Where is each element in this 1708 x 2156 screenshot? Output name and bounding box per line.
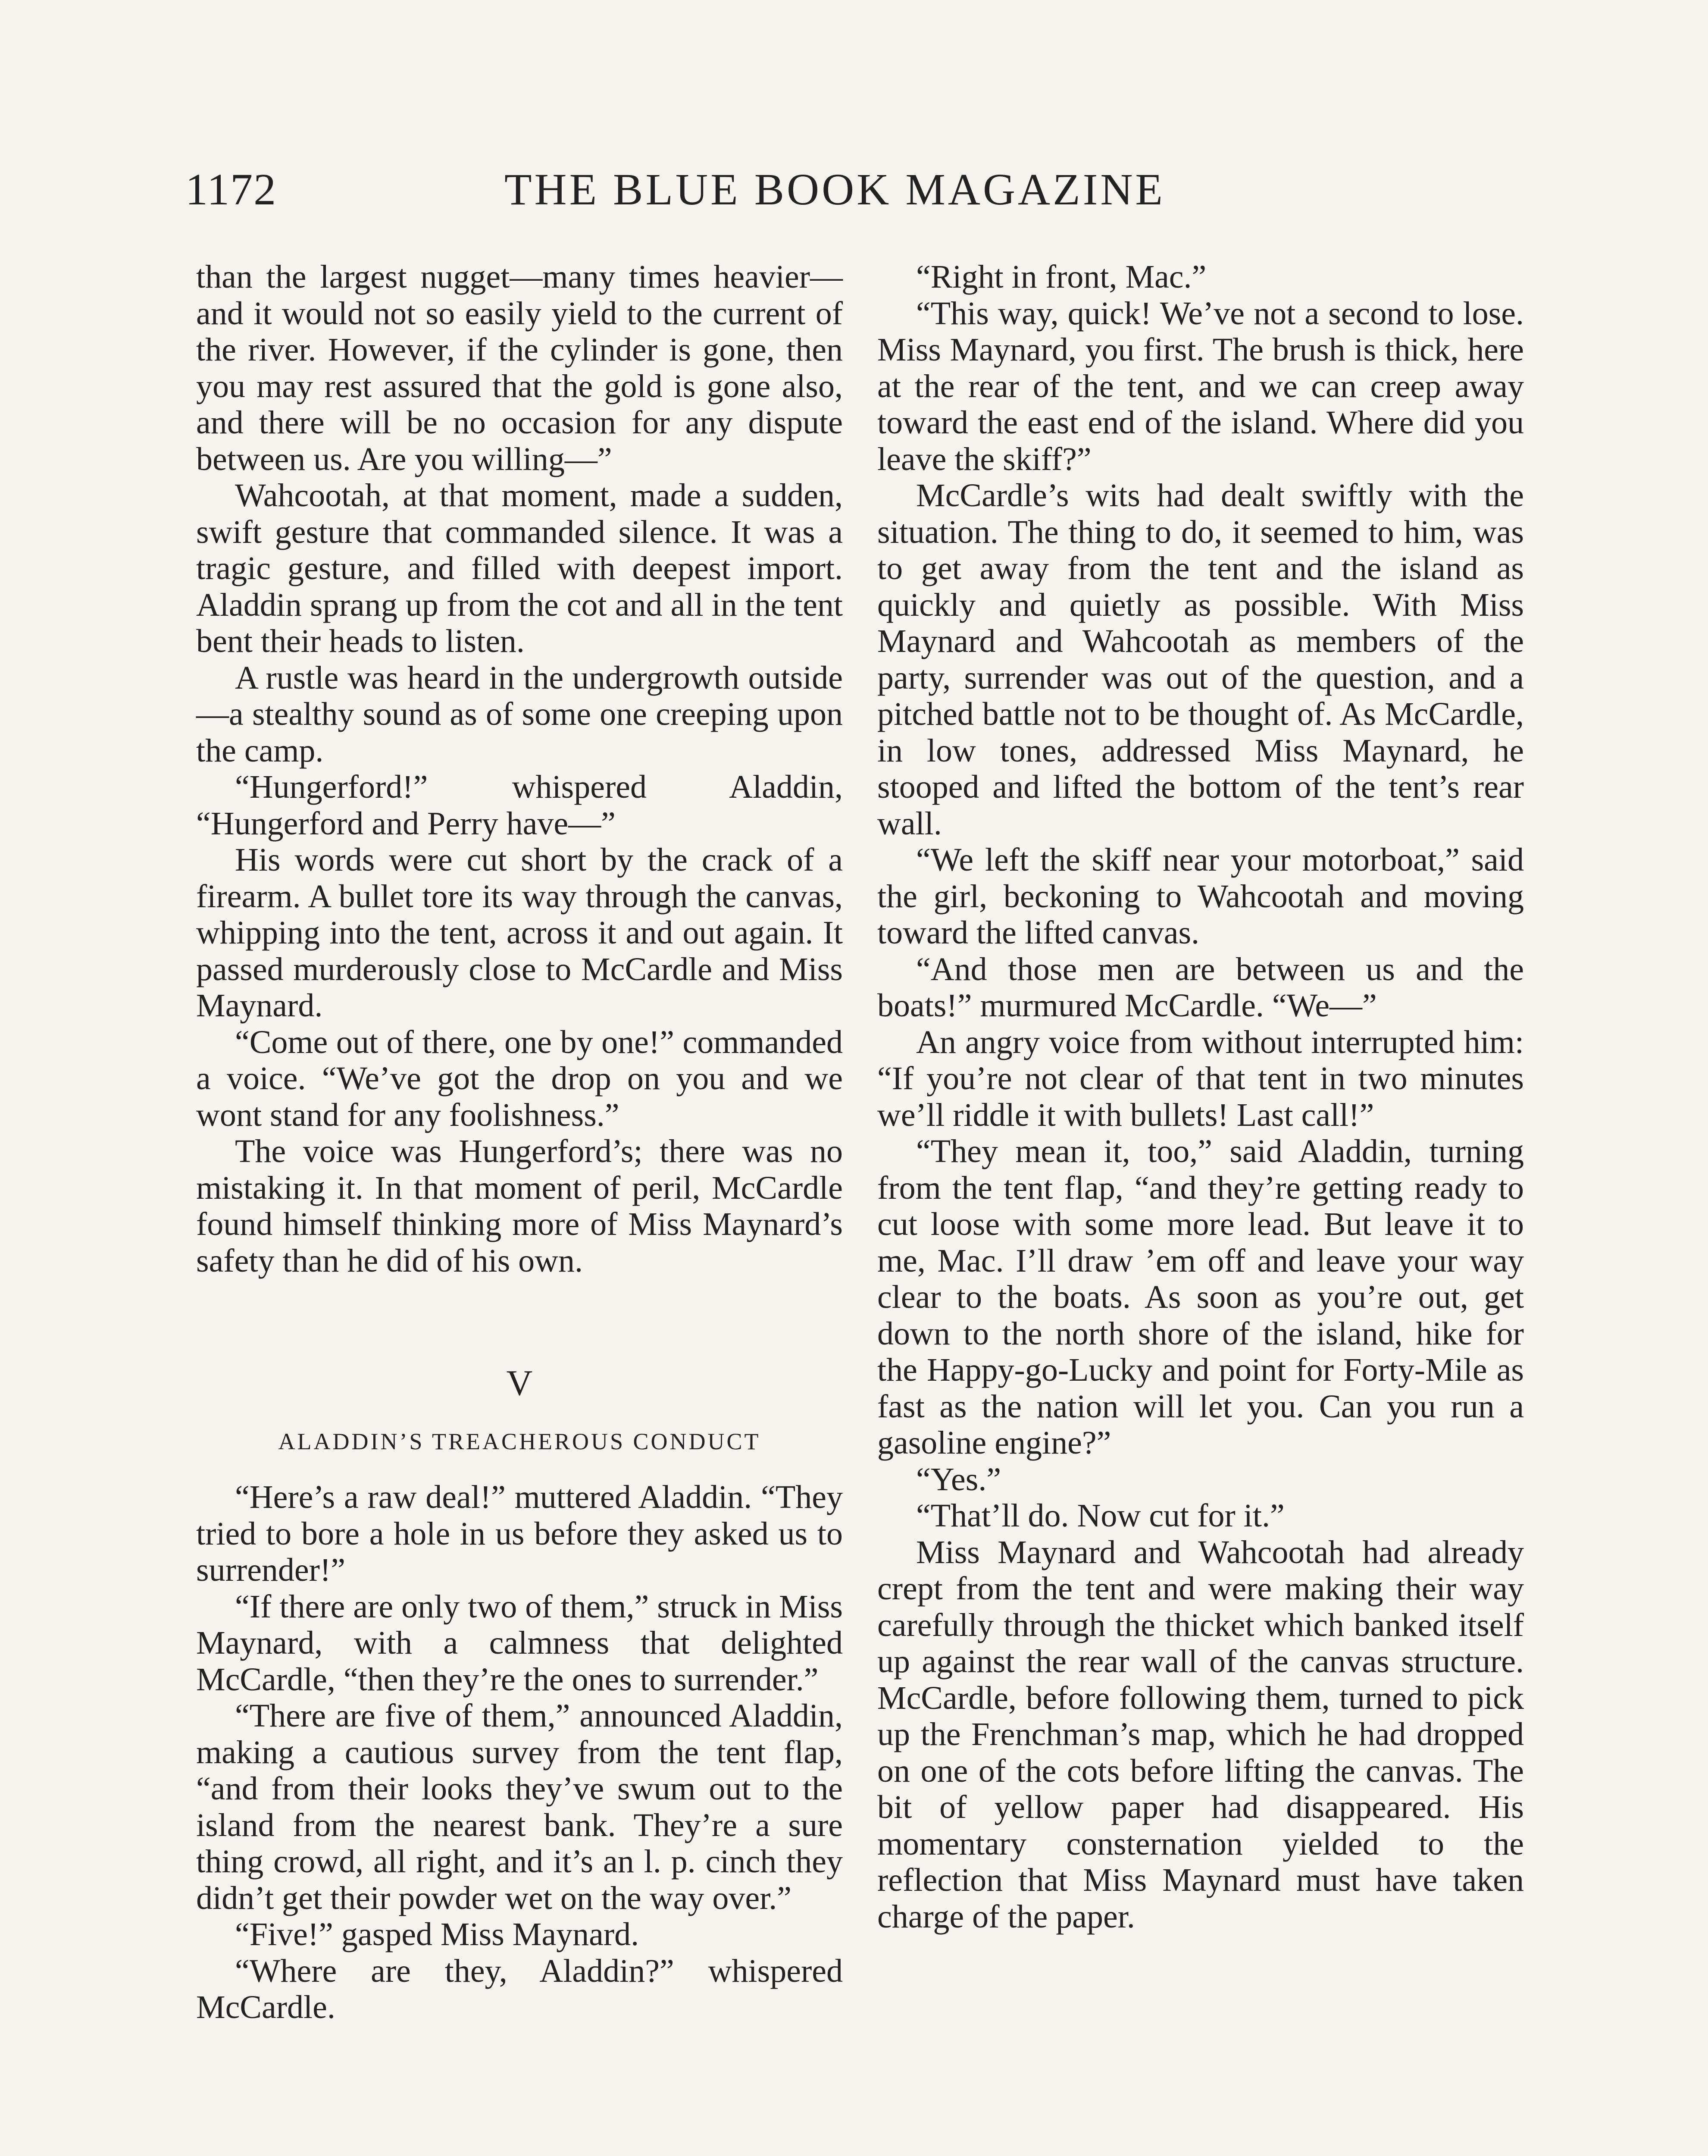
paragraph: “Yes.” xyxy=(916,1461,1001,1498)
magazine-title: THE BLUE BOOK MAGAZINE xyxy=(504,165,1165,214)
paragraph: A rustle was heard in the undergrowth outside—a stealthy sound as of some one creeping upon the camp. xyxy=(196,659,843,769)
paragraph: “We left the skiff near your motorboat,” said the girl, beckoning to Wahcootah and moving toward the lifted canvas. xyxy=(877,842,1524,951)
paragraph: An angry voice from without interrupted him: “If you’re not clear of that tent in two minutes we’ll riddle it with bullets! Last call!” xyxy=(877,1024,1524,1133)
paragraph: Wahcootah, at that moment, made a sudden, swift gesture that commanded silence. It was a tragic gesture, and filled with deepest import. Aladdin sprang up from the cot and all in the tent bent their heads to listen. xyxy=(196,477,843,659)
paragraph: “Where are they, Aladdin?” whispered McCardle. xyxy=(196,1952,843,2025)
paragraph: “If there are only two of them,” struck in Miss Maynard, with a calmness that delighted McCardle, “then they’re the ones to surrender.” xyxy=(196,1588,843,1698)
paragraph: “This way, quick! We’ve not a second to lose. Miss Maynard, you first. The brush is thick, here at the rear of the tent, and we can creep away toward the east end of the island. Where did you leave the skiff?” xyxy=(877,295,1524,477)
chapter-number: V xyxy=(506,1363,533,1403)
paragraph: “Five!” gasped Miss Maynard. xyxy=(235,1916,639,1952)
paragraph: His words were cut short by the crack of a firearm. A bullet tore its way through the canvas, whipping into the tent, across it and out again. It passed murderously close to McCardle and Miss Maynard. xyxy=(196,842,843,1024)
paragraph: “There are five of them,” announced Aladdin, making a cautious survey from the tent flap, “and from their looks they’ve swum out to the island from the nearest bank. They’re a sure thing crowd, all right, and it’s an l. p. cinch they didn’t get their powder wet on the way over.” xyxy=(196,1698,843,1916)
paragraph: than the largest nugget—many times heavier—and it would not so easily yield to the current of the river. However, if the cylinder is gone, then you may rest assured that the gold is gone also, and there will be no occasion for any dispute between us. Are you willing—” xyxy=(196,259,843,477)
paragraph: “Come out of there, one by one!” commanded a voice. “We’ve got the drop on you and we wont stand for any foolishness.” xyxy=(196,1024,843,1133)
paragraph: The voice was Hungerford’s; there was no mistaking it. In that moment of peril, McCardle found himself thinking more of Miss Maynard’s safety than he did of his own. xyxy=(196,1133,843,1279)
left-column xyxy=(196,259,843,2026)
paragraph: “And those men are between us and the boats!” murmured McCardle. “We—” xyxy=(877,951,1524,1024)
chapter-title: ALADDIN’S TREACHEROUS CONDUCT xyxy=(278,1428,761,1454)
paragraph: “Right in front, Mac.” xyxy=(916,259,1207,295)
paragraph: “Here’s a raw deal!” muttered Aladdin. “They tried to bore a hole in us before they asked us to surrender!” xyxy=(196,1479,843,1588)
paragraph: Miss Maynard and Wahcootah had already crept from the tent and were making their way carefully through the thicket which banked itself up against the rear wall of the canvas structure. McCardle, before following them, turned to pick up the Frenchman’s map, which he had dropped on one of the cots before lifting the canvas. The bit of yellow paper had disappeared. His momentary consternation yielded to the reflection that Miss Maynard must have taken charge of the paper. xyxy=(877,1534,1524,1935)
paragraph: “That’ll do. Now cut for it.” xyxy=(916,1498,1285,1534)
page-header xyxy=(185,164,1530,224)
paragraph: “They mean it, too,” said Aladdin, turning from the tent flap, “and they’re getting ready to cut loose with some more lead. But leave it to me, Mac. I’ll draw ’em off and leave your way clear to the boats. As soon as you’re out, get down to the north shore of the island, hike for the Happy-go-Lucky and point for Forty-Mile as fast as the nation will let you. Can you run a gasoline engine?” xyxy=(877,1133,1524,1461)
paragraph: “Hungerford!” whispered Aladdin, “Hungerford and Perry have—” xyxy=(196,769,843,842)
paragraph: McCardle’s wits had dealt swiftly with the situation. The thing to do, it seemed to him, was to get away from the tent and the island as quickly and quietly as possible. With Miss Maynard and Wahcootah as members of the party, surrender was out of the question, and a pitched battle not to be thought of. As McCardle, in low tones, addressed Miss Maynard, he stooped and lifted the bottom of the tent’s rear wall. xyxy=(877,477,1524,842)
right-column xyxy=(877,259,1524,1935)
page-number: 1172 xyxy=(185,165,277,214)
